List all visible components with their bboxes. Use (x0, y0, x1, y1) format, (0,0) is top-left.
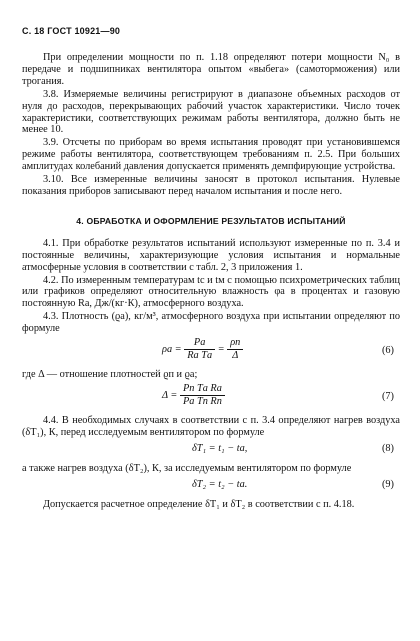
formula-7 (22, 383, 400, 413)
fraction (180, 383, 225, 408)
formula-number: (9) (381, 478, 394, 490)
paragraph: Допускается расчетное определение δT₁ и δT₂ в соответствии с п. 4.18. (43, 498, 355, 510)
document-body (22, 52, 400, 512)
formula-number: (8) (381, 442, 394, 454)
formula-9-expression: δT₂ = t₂ − tа. (192, 478, 248, 490)
formula-lhs: Δ = (162, 389, 178, 401)
numerator: ρп (227, 337, 243, 350)
page-header: С. 18 ГОСТ 10921—90 (22, 26, 121, 36)
formula-9 (22, 479, 400, 495)
paragraph: 4.2. По измеренным температурам tс и tм с помощью психрометрических таблиц или графиков определяют относительную влажность φа в процентах и газовую постоянную Rа, Дж/(кг·К), атмосферного воздуха. (22, 274, 400, 310)
paragraph: При определении мощности по п. 1.18 определяют потери мощности N₀ в передаче и подшипниках вентилятора опытом «выбега» (самоторможения) или трогания. (22, 52, 400, 87)
formula-7-expression (162, 383, 225, 408)
where-line: где Δ — отношение плотностей ϱп и ϱа; (22, 369, 198, 381)
formula-number: (6) (381, 345, 394, 357)
section-title: 4. ОБРАБОТКА И ОФОРМЛЕНИЕ РЕЗУЛЬТАТОВ ИСПЫТАНИЙ (76, 215, 346, 226)
denominator: Pа Tп Rп (182, 395, 222, 407)
denominator: Rа Tа (187, 349, 213, 361)
fraction (227, 337, 243, 362)
paragraph: 4.3. Плотность (ϱа), кг/м³, атмосферного воздуха при испытании определяют по формуле (22, 311, 400, 335)
paragraph: 4.4. В необходимых случаях в соответствии с п. 3.4 определяют нагрев воздуха (δT₁), К, перед исследуемым вентилятором по формуле (22, 414, 400, 438)
formula-8-expression: δT₁ = t₁ − tа, (192, 442, 248, 454)
numerator: Pа (184, 337, 215, 350)
paragraph: 4.1. При обработке результатов испытаний используют измеренные по п. 3.4 и постоянные величины, характеризующие условия испытания и нормальные атмосферные условия в соответствии с табл. 2, 3 приложения 1. (22, 237, 400, 273)
equals-sign: = (217, 343, 225, 355)
formula-lhs: ρа = (162, 343, 182, 355)
paragraph: 3.10. Все измеренные величины заносят в протокол испытания. Нулевые показания приборов записывают перед началом испытания и после него. (22, 174, 400, 197)
fraction (184, 337, 215, 362)
numerator: Pп Tа Rа (180, 383, 225, 396)
denominator: Δ (232, 349, 239, 361)
paragraph: 3.8. Измеряемые величины регистрируют в диапазоне объемных расходов от нуля до расходов, перекрывающих рабочий участок характеристики. Число точек характеристики, соответствующих режимам работы вентилятора, должно быть не менее 10. (22, 88, 400, 136)
formula-number: (7) (381, 390, 394, 402)
paragraph: а также нагрев воздуха (δT₂), К, за исследуемым вентилятором по формуле (22, 462, 352, 474)
formula-6 (22, 337, 400, 367)
formula-6-expression (162, 337, 243, 362)
formula-8 (22, 443, 400, 459)
paragraph: 3.9. Отсчеты по приборам во время испытания проводят при установившемся режиме работы вентилятора, соответствующем требованиям п. 2.5. При больших амплитудах колебаний давления допускается применять демпфирующие устройства. (22, 137, 400, 173)
